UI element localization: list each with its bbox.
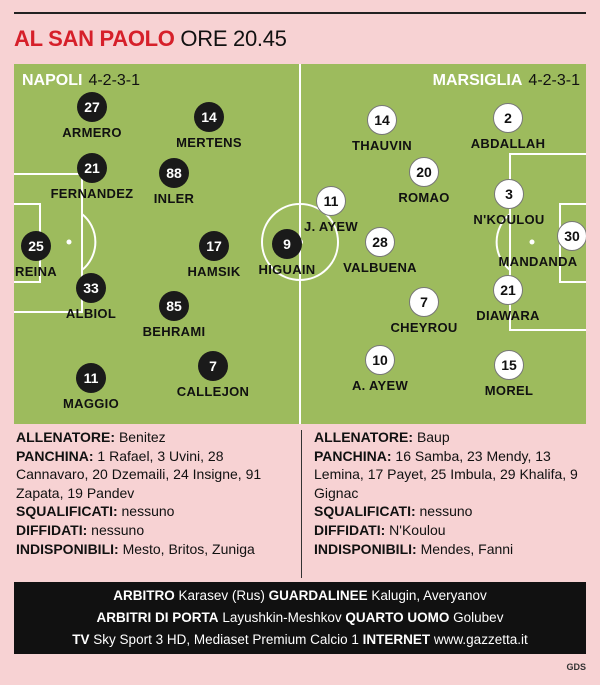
unavailable-value: Mesto, Britos, Zuniga	[122, 540, 255, 557]
goal-refs-label: ARBITRI DI PORTA	[96, 610, 219, 625]
pitch	[14, 64, 586, 424]
player-name: CHEYROU	[390, 320, 458, 335]
player-number: 28	[365, 227, 395, 257]
player-number: 9	[272, 229, 302, 259]
suspended-label: SQUALIFICATI:	[314, 503, 416, 520]
player-number: 7	[409, 287, 439, 317]
home-team-info	[16, 428, 298, 558]
player-name: CALLEJON	[176, 384, 250, 399]
linesmen-label: GUARDALINEE	[268, 588, 368, 603]
player-number: 33	[76, 273, 106, 303]
bench-value: 1 Rafael, 3 Uvini, 28 Cannavaro, 20 Dzemaili, 24 Insigne, 91 Zapata, 19 Pandev	[16, 447, 262, 501]
player-number: 14	[367, 105, 397, 135]
suspended-value: nessuno	[419, 503, 473, 520]
player-number: 11	[76, 363, 106, 393]
player-name: ALBIOL	[65, 306, 117, 321]
warned-value: nessuno	[91, 521, 145, 538]
player-name: INLER	[153, 191, 195, 206]
tv-label: TV	[72, 632, 90, 647]
home-team-header	[22, 72, 140, 90]
player-name: REINA	[15, 264, 57, 279]
player-number: 85	[159, 291, 189, 321]
coach-label: ALLENATORE:	[16, 429, 116, 445]
player-number: 20	[409, 157, 439, 187]
venue-label: AL SAN PAOLO	[14, 26, 175, 51]
bench-label: PANCHINA:	[314, 447, 392, 464]
home-formation: 4-2-3-1	[88, 72, 141, 89]
warned-value: N'Koulou	[389, 521, 446, 538]
referee-value: Karasev (Rus)	[178, 588, 265, 603]
player-number: 17	[199, 231, 229, 261]
kickoff-time: ORE 20.45	[180, 26, 287, 51]
player-number: 21	[493, 275, 523, 305]
tv-value: Sky Sport 3 HD, Mediaset Premium Calcio 1	[93, 632, 359, 647]
coach-value: Baup	[416, 429, 450, 445]
away-formation: 4-2-3-1	[528, 72, 580, 89]
player-number: 10	[365, 345, 395, 375]
player-number: 27	[77, 92, 107, 122]
warned-label: DIFFIDATI:	[314, 521, 386, 538]
unavailable-label: INDISPONIBILI:	[16, 540, 119, 557]
unavailable-label: INDISPONIBILI:	[314, 540, 417, 557]
away-team-name: MARSIGLIA	[432, 72, 523, 89]
player-name: VALBUENA	[343, 260, 417, 275]
suspended-label: SQUALIFICATI:	[16, 503, 118, 520]
player-number: 15	[494, 350, 524, 380]
away-team-info	[314, 428, 596, 558]
player-number: 7	[198, 351, 228, 381]
officials-bar	[14, 582, 586, 654]
player-name: HAMSIK	[187, 264, 241, 279]
player-name: BEHRAMI	[142, 324, 206, 339]
player-number: 21	[77, 153, 107, 183]
player-name: N'KOULOU	[473, 212, 545, 227]
coach-value: Benitez	[118, 429, 166, 445]
away-team-header	[433, 72, 580, 90]
bench-label: PANCHINA:	[16, 447, 94, 464]
fourth-official-value: Golubev	[453, 610, 504, 625]
player-name: ARMERO	[62, 125, 122, 140]
bench-value: 16 Samba, 23 Mendy, 13 Lemina, 17 Payet, 25 Imbula, 29 Khalifa, 9 Gignac	[314, 447, 578, 501]
player-name: J. AYEW	[304, 219, 358, 234]
player-name: HIGUAIN	[258, 262, 316, 277]
player-name: THAUVIN	[352, 138, 412, 153]
player-name: ABDALLAH	[470, 136, 546, 151]
player-number: 11	[316, 186, 346, 216]
referee-label: ARBITRO	[113, 588, 175, 603]
player-number: 30	[557, 221, 586, 251]
home-team-name: NAPOLI	[22, 72, 83, 89]
player-name: ROMAO	[398, 190, 450, 205]
player-name: MERTENS	[176, 135, 242, 150]
internet-value: www.gazzetta.it	[433, 632, 528, 647]
internet-label: INTERNET	[362, 632, 431, 647]
player-number: 2	[493, 103, 523, 133]
player-number: 25	[21, 231, 51, 261]
player-name: A. AYEW	[351, 378, 409, 393]
page-title	[14, 26, 287, 52]
player-number: 3	[494, 179, 524, 209]
unavailable-value: Mendes, Fanni	[420, 540, 514, 557]
player-name: FERNANDEZ	[50, 186, 134, 201]
warned-label: DIFFIDATI:	[16, 521, 88, 538]
player-number: 88	[159, 158, 189, 188]
player-name: MANDANDA	[498, 254, 578, 269]
player-name: MAGGIO	[63, 396, 119, 411]
fourth-official-label: QUARTO UOMO	[345, 610, 450, 625]
source-credit: GDS	[566, 662, 586, 672]
linesmen-value: Kalugin, Averyanov	[371, 588, 487, 603]
top-rule	[14, 12, 586, 14]
player-number: 14	[194, 102, 224, 132]
goal-refs-value: Layushkin-Meshkov	[222, 610, 342, 625]
suspended-value: nessuno	[121, 503, 175, 520]
player-name: MOREL	[484, 383, 534, 398]
player-name: DIAWARA	[476, 308, 540, 323]
column-divider	[301, 430, 302, 578]
coach-label: ALLENATORE:	[314, 429, 414, 445]
